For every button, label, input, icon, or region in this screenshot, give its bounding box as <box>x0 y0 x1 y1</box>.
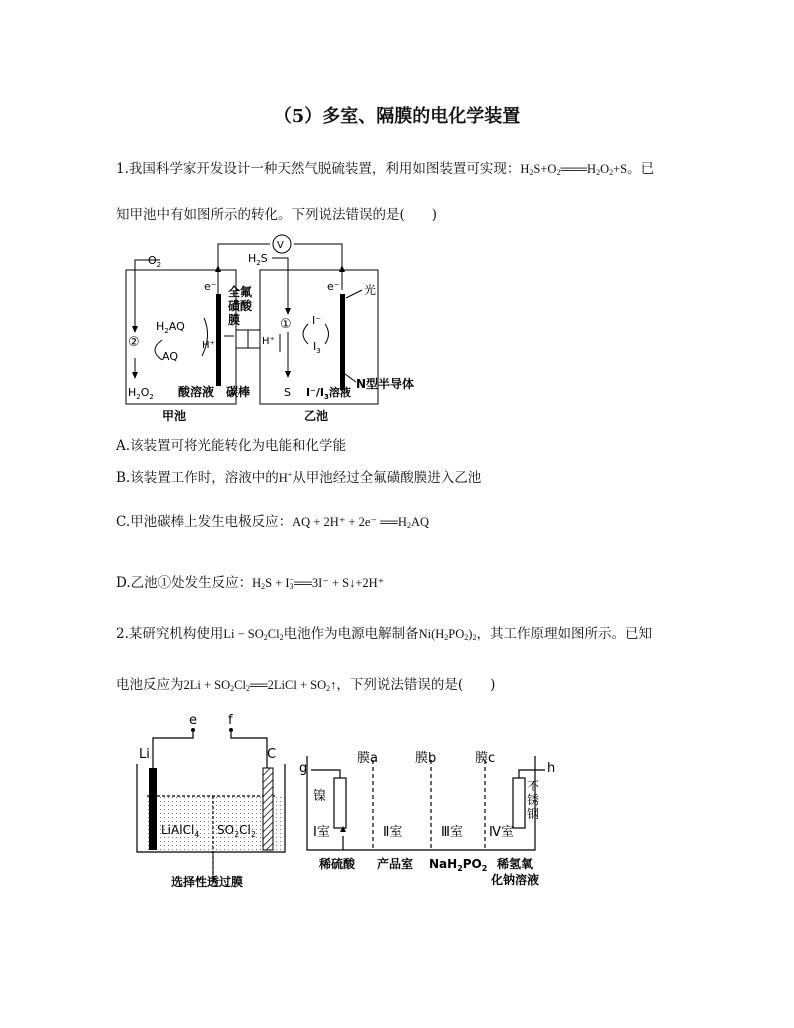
q1-option-d: D.乙池①处发生反应：$H_2S$ + $I_3^-══3I^-$ + S↓+2H⁺ <box>116 575 385 591</box>
q1-tail: 。已 <box>627 161 655 177</box>
label-mem2: 磺酸 <box>228 299 253 313</box>
label-circle1: ① <box>280 317 292 332</box>
label-e1: e⁻ <box>204 280 217 293</box>
label-iminus: I⁻ <box>312 314 322 327</box>
carbon-rod <box>216 294 221 386</box>
label-h: h <box>547 761 556 776</box>
label-carbon: 碳棒 <box>226 385 251 399</box>
label-so2cl2: $SO_2Cl_2$ <box>217 823 256 839</box>
q2-line1: 2.某研究机构使用$Li - SO_2Cl_2$电池作为电源电解制备$Ni(H_2PO_2)_2$，其工作原理如图所示。已知 <box>116 626 652 642</box>
label-s: S <box>284 386 291 399</box>
label-naoh-1: 稀氢氧 <box>497 857 534 871</box>
q1-option-b: B.该装置工作时，溶液中的H+从甲池经过全氟磺酸膜进入乙池 <box>116 470 482 486</box>
label-h2s: $H_2S$ <box>248 252 268 267</box>
label-nickel: 镍 <box>313 789 327 804</box>
nickel-electrode <box>334 778 346 828</box>
label-li: Li <box>139 747 150 762</box>
label-h2aq: $H_2AQ$ <box>156 320 185 335</box>
label-pool-jia: 甲池 <box>162 409 187 423</box>
label-h2o2: $H_2O_2$ <box>128 386 154 401</box>
label-hplus2: H⁺ <box>262 336 275 347</box>
q1-option-a: A.该装置可将光能转化为电能和化学能 <box>116 438 347 454</box>
q1-text: 1.我国科学家开发设计一种天然气脱硫装置，利用如图装置可实现： <box>116 161 521 177</box>
label-room2: Ⅱ室 <box>383 825 403 840</box>
label-membrane-b: 膜b <box>415 751 437 766</box>
label-steel-2: 锈 <box>527 793 540 807</box>
label-room1: Ⅰ室 <box>313 825 330 840</box>
label-e2: e⁻ <box>327 280 340 293</box>
figure-1 <box>120 232 420 428</box>
label-ntype: N型半导体 <box>356 377 415 391</box>
q1-line2: 知甲池中有如图所示的转化。下列说法错误的是( ) <box>116 207 438 223</box>
label-c: C <box>267 747 277 762</box>
label-steel-3: 钢 <box>527 807 540 821</box>
label-mem1: 全氟 <box>228 285 253 299</box>
label-nah2po2: $NaH_2PO_2$ <box>429 857 488 873</box>
li-electrode <box>149 768 157 850</box>
label-aq: AQ <box>162 350 178 363</box>
label-mem3: 膜 <box>228 313 241 327</box>
label-o2: $O_2$ <box>148 254 162 269</box>
label-product-room: 产品室 <box>377 857 414 871</box>
label-acid: 酸溶液 <box>178 385 215 399</box>
steel-electrode <box>513 778 525 828</box>
q1-option-c: C.甲池碳棒上发生电极反应：AQ + 2H⁺ + 2e⁻ $══H_2AQ$ <box>116 514 429 530</box>
label-g: g <box>299 761 308 776</box>
q1-line1 <box>116 157 654 177</box>
label-pool-yi: 乙池 <box>304 409 329 423</box>
label-membrane-a: 膜a <box>357 751 378 766</box>
label-selective-membrane: 选择性透过膜 <box>171 875 244 889</box>
wire-right <box>294 244 342 266</box>
figure-2 <box>135 712 575 897</box>
label-f: f <box>228 713 233 728</box>
label-solution: $I^-/I_3$溶液 <box>306 386 351 401</box>
label-circle2: ② <box>128 335 140 350</box>
label-steel-1: 不 <box>527 779 540 793</box>
label-membrane-c: 膜c <box>475 751 496 766</box>
n-semiconductor <box>340 294 345 390</box>
label-e: e <box>189 713 197 728</box>
label-naoh-2: 化钠溶液 <box>491 873 540 887</box>
label-i3: $I_3$ <box>313 340 321 355</box>
page-title: （5）多室、隔膜的电化学装置 <box>273 106 521 127</box>
label-hplus1: H⁺ <box>202 340 215 351</box>
label-dilute-acid: 稀硫酸 <box>319 857 356 871</box>
c-electrode <box>263 768 273 850</box>
q2-line2: 电池反应为$2Li + SO_2Cl_2══2LiCl$ + $SO_2↑$，下列说法错误的是( ) <box>116 677 496 693</box>
q1-equation: $H_2S+O_2═══H_2O_2+S$ <box>520 162 628 177</box>
label-light: 光 <box>364 283 377 297</box>
label-room3: Ⅲ室 <box>441 825 463 840</box>
label-v: V <box>277 240 284 251</box>
label-room4: Ⅳ室 <box>489 825 514 840</box>
label-lialcl4: LiAlCl$_4$ <box>161 823 200 839</box>
